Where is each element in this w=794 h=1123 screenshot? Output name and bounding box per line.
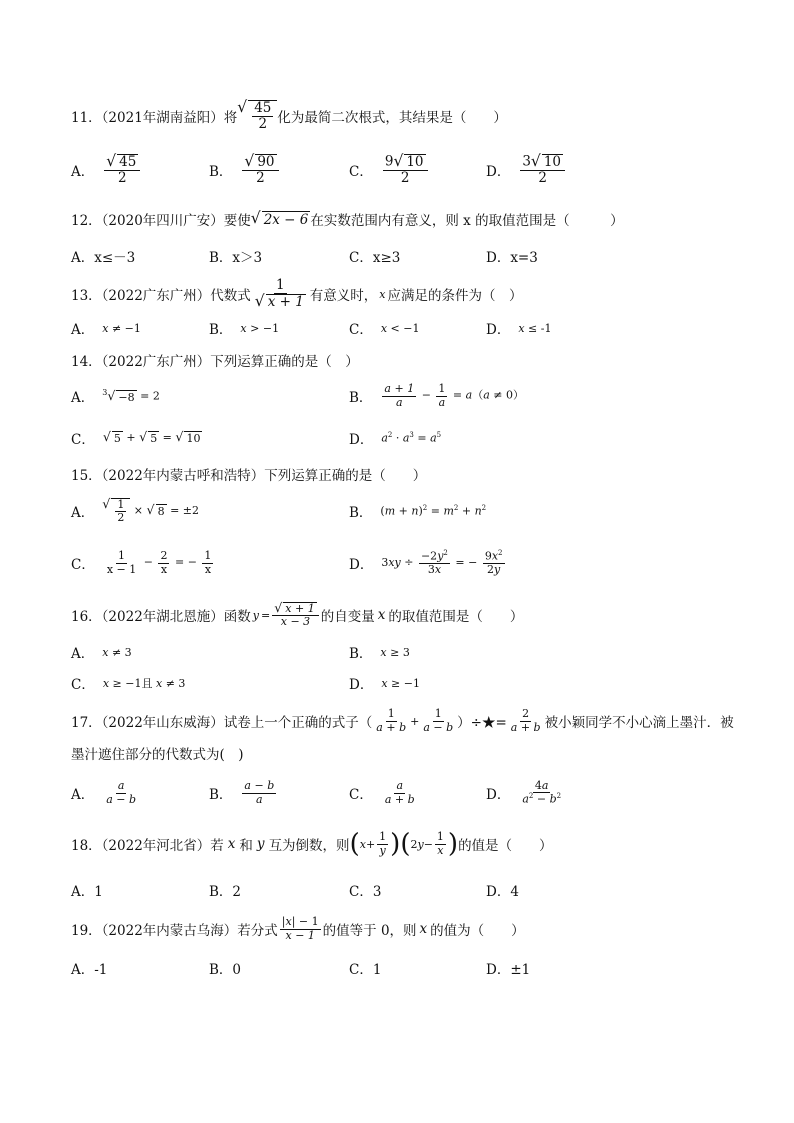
question-11-stem-end: 化为最简二次根式，其结果是（ ） (277, 110, 507, 126)
question-16-options-row2 (71, 671, 751, 695)
question-14 (71, 349, 751, 371)
question-18-stem-end: 的值是（ ） (458, 838, 553, 854)
question-13: 13．（2022广东广州）代数式 1 √ x + 1 有意义时， x 应满足的条件为（ ） (71, 277, 523, 310)
question-18-stem: 18．（2022年河北省）若 (71, 838, 224, 854)
question-17-line2 (71, 742, 751, 764)
math-expression: √ 2x − 6 (250, 208, 309, 228)
question-12 (71, 208, 751, 230)
question-18-stem-and: 和 (239, 838, 253, 854)
question-13-stem-mid: 有意义时， (309, 288, 378, 304)
option-a[interactable]: A． x ≠ −1 (71, 321, 141, 338)
option-a[interactable]: A． $\frac{a}{a - b}$ (71, 779, 137, 806)
question-19-stem-end: 的值为（ ） (430, 923, 525, 939)
option-b[interactable]: B． √ 90 2 (209, 150, 281, 190)
option-b[interactable]: B．x＞3 (209, 250, 263, 266)
option-b[interactable]: B． x > −1 (209, 321, 280, 338)
question-17-stem: 17．（2022年山东威海）试卷上一个正确的式子（ (71, 715, 373, 731)
option-a[interactable]: A．1 (71, 884, 103, 900)
option-b[interactable]: B． $(m + n)^2 = m^2 + n^2$ (349, 504, 487, 521)
option-a[interactable]: A． x ≠ 3 (71, 645, 132, 662)
option-b[interactable]: B． x ≥ 3 (349, 645, 410, 662)
question-13-options (71, 316, 751, 340)
question-12-stem: 12．（2020年四川广安）要使 (71, 213, 251, 229)
option-c[interactable]: C． x ≥ −1且 x ≠ 3 (71, 677, 186, 693)
option-b[interactable]: B．2 (209, 884, 242, 900)
question-11 (71, 99, 751, 133)
question-11-stem: 11．（2021年湖南益阳）将 (71, 110, 238, 126)
option-c[interactable]: C．3 (349, 884, 382, 900)
question-16-stem-end: 的取值范围是（ ） (388, 609, 524, 625)
question-18-options (71, 878, 751, 902)
question-16-stem-mid: 的自变量 (320, 609, 375, 625)
question-16-options-row1 (71, 640, 751, 664)
option-a[interactable]: A．x≤－3 (71, 250, 136, 266)
question-16: 16．（2022年湖北恩施）函数 y = √ x + 1 x − 3 的自变量 x 的取值范围是（ ） (71, 599, 524, 628)
option-d[interactable]: D．x=3 (486, 250, 538, 266)
option-b[interactable]: B． $\frac{a - b}{a}$ (209, 779, 275, 806)
option-d[interactable]: D． x ≥ −1 (349, 676, 420, 693)
option-c[interactable]: C． x < −1 (349, 321, 420, 338)
question-15-options-row2 (71, 543, 751, 583)
option-a[interactable]: A． $^3$ √ −8 = 2 (71, 387, 160, 406)
option-d[interactable]: D． 3 √ 10 2 (486, 150, 567, 190)
option-c[interactable]: C． √ 5 + √ 5 = √ 10 (71, 429, 201, 448)
question-13-stem-end: 应满足的条件为（ ） (387, 288, 523, 304)
question-19-options (71, 956, 751, 980)
option-d[interactable]: D． $a^2 \cdot a^3 = a^5$ (349, 431, 442, 448)
question-15-stem: 15．（2022年内蒙古呼和浩特）下列运算正确的是（ ） (71, 468, 427, 484)
math-expression: √ x + 1 x − 3 (272, 602, 318, 628)
option-a[interactable]: A．-1 (71, 962, 108, 978)
option-d[interactable]: D． x ≤ -1 (486, 321, 552, 338)
option-d[interactable]: D．±1 (486, 962, 531, 978)
question-18-stem-mid: 互为倒数，则 (268, 838, 350, 854)
question-12-options (71, 244, 751, 268)
question-19-stem-mid: 的值等于 0，则 (322, 923, 417, 939)
question-14-stem: 14．（2022广东广州）下列运算正确的是（ ） (71, 354, 359, 370)
question-16-stem: 16．（2022年湖北恩施）函数 (71, 609, 251, 625)
option-b[interactable]: B． $\frac{a + 1}{a}$ − $\frac{1}{a}$ = a（a ≠ 0） (349, 382, 524, 409)
option-d[interactable]: D． $\frac{4a}{a^2 - b^2}$ (486, 779, 562, 806)
question-19: 19．（2022年内蒙古乌海）若分式 $\frac{|x| - 1}{x - 1}$ 的值等于 0，则 x 的值为（ ） (71, 915, 525, 942)
option-c[interactable]: C． $\frac{1}{x - 1}$ − $\frac{2}{x}$ = − $\frac{1}{x}$ (71, 549, 212, 576)
option-d[interactable]: D．4 (486, 884, 519, 900)
question-17-stem-end: 被小颖同学不小心滴上墨汁．被 (544, 715, 734, 731)
option-b[interactable]: B．0 (209, 962, 242, 978)
option-c[interactable]: C．x≥3 (349, 250, 401, 266)
option-a[interactable]: A． √ 45 2 (71, 150, 142, 190)
question-12-stem-end: 在实数范围内有意义，则 x 的取值范围是（ ） (310, 213, 624, 229)
question-19-stem: 19．（2022年内蒙古乌海）若分式 (71, 923, 278, 939)
question-15 (71, 463, 751, 485)
option-a[interactable]: A． √ $\frac{1}{2}$ × √ 8 = ±2 (71, 495, 200, 524)
math-expression: 1 √ x + 1 (254, 277, 304, 310)
option-c[interactable]: C．1 (349, 962, 382, 978)
option-c[interactable]: C． 9 √ 10 2 (349, 150, 430, 190)
question-17: 17．（2022年山东威海）试卷上一个正确的式子（ $\frac{1}{a + b}$ + $\frac{1}{a - b}$ ）÷★= $\frac{2}{a + b}$ 被小颖同学不小心滴上墨汁．被 (71, 707, 734, 734)
option-c[interactable]: C． $\frac{a}{a + b}$ (349, 779, 415, 806)
question-14-options-row1 (71, 378, 751, 414)
question-17-stem-line2: 墨汁遮住部分的代数式为( ) (71, 747, 244, 763)
question-13-stem: 13．（2022广东广州）代数式 (71, 288, 251, 304)
question-14-options-row2 (71, 426, 751, 450)
question-17-options (71, 773, 751, 813)
option-d[interactable]: D． 3xy ÷ $\frac{-2y^2}{3x}$ = − $\frac{9x^2}{2y}$ (349, 549, 503, 576)
question-18: 18．（2022年河北省）若 x 和 y 互为倒数，则 ( x + $\frac{1}{y}$ ) ( 2 y − $\frac{1}{x}$ ) 的值是（ ） (71, 829, 553, 859)
question-15-options-row1 (71, 490, 751, 532)
question-11-options (71, 150, 751, 190)
math-expression: √ $\frac{45}{2}$ (237, 100, 277, 132)
